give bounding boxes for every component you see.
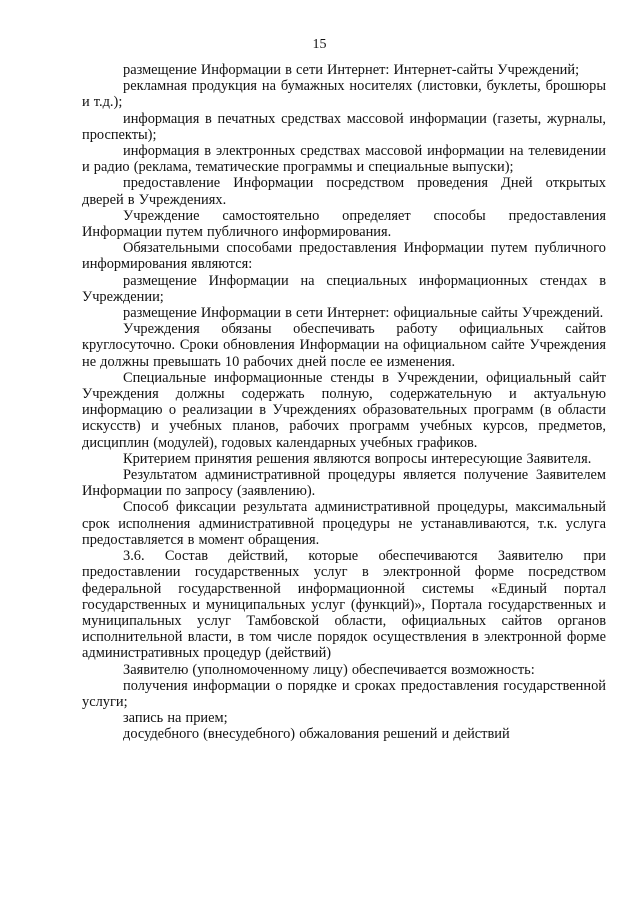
paragraph-info-receipt: получения информации о порядке и сроках предоставления государственной услуги; (82, 677, 606, 710)
paragraph-electronic-media: информация в электронных средствах массовой информации на телевидении и радио (реклама, тематические программы и специальные выпуски); (82, 143, 606, 176)
paragraph-procedure-result: Результатом административной процедуры является получение Заявителем Информации по запросу (заявлению). (82, 467, 606, 500)
paragraph-appeal: досудебного (внесудебного) обжалования решений и действий (123, 726, 510, 743)
paragraph-decision-criterion: Критерием принятия решения являются вопросы интересующие Заявителя. (123, 450, 592, 467)
paragraph-official-sites: размещение Информации в сети Интернет: официальные сайты Учреждений. (123, 305, 604, 322)
paragraph-appointment: запись на прием; (123, 710, 228, 727)
page-number: 15 (312, 37, 327, 52)
paragraph-mandatory-methods: Обязательными способами предоставления Информации путем публичного информирования являются: (82, 240, 606, 273)
paragraph-result-recording: Способ фиксации результата административной процедуры, максимальный срок исполнения административной процедуры не устанавливаются, т.к. услуга предоставляется в момент обращения. (82, 499, 606, 548)
paragraph-print-media: информация в печатных средствах массовой информации (газеты, журналы, проспекты); (82, 110, 606, 143)
paragraph-applicant-options: Заявителю (уполномоченному лицу) обеспечивается возможность: (123, 661, 535, 678)
paragraph-stand-content: Специальные информационные стенды в Учреждении, официальный сайт Учреждения должны содержать полную, содержательную и актуальную информацию о реализации в Учреждениях образовательных программ (в области искусств) и учебных планов, рабочих программ учебных курсов, предметов, дисциплин (модулей), годовых календарных учебных графиков. (82, 369, 606, 451)
paragraph-internet-sites: размещение Информации в сети Интернет: Интернет-сайты Учреждений; (123, 62, 580, 78)
paragraph-open-days: предоставление Информации посредством проведения Дней открытых дверей в Учреждениях. (82, 175, 606, 208)
document-body (82, 62, 606, 743)
paragraph-print-advertising: рекламная продукция на бумажных носителях (листовки, буклеты, брошюры и т.д.); (82, 78, 606, 111)
paragraph-institution-methods: Учреждение самостоятельно определяет способы предоставления Информации путем публичного информирования. (82, 207, 606, 241)
paragraph-info-stands: размещение Информации на специальных информационных стендах в Учреждении; (82, 272, 606, 305)
paragraph-site-updates: Учреждения обязаны обеспечивать работу официальных сайтов круглосуточно. Сроки обновления Информации на официальном сайте Учреждения не должны превышать 10 рабочих дней после ее изменения. (82, 321, 606, 370)
paragraph-section-3-6: 3.6. Состав действий, которые обеспечиваются Заявителю при предоставлении государственных услуг в электронной форме посредством федеральной государственной информационной системы «Единый портал государственных и муниципальных услуг (функций)», Портала государственных и муниципальных услуг Тамбовской области, официальных сайтов органов исполнительной власти, в том числе порядок осуществления в электронной форме административных процедур (действий) (82, 548, 606, 662)
